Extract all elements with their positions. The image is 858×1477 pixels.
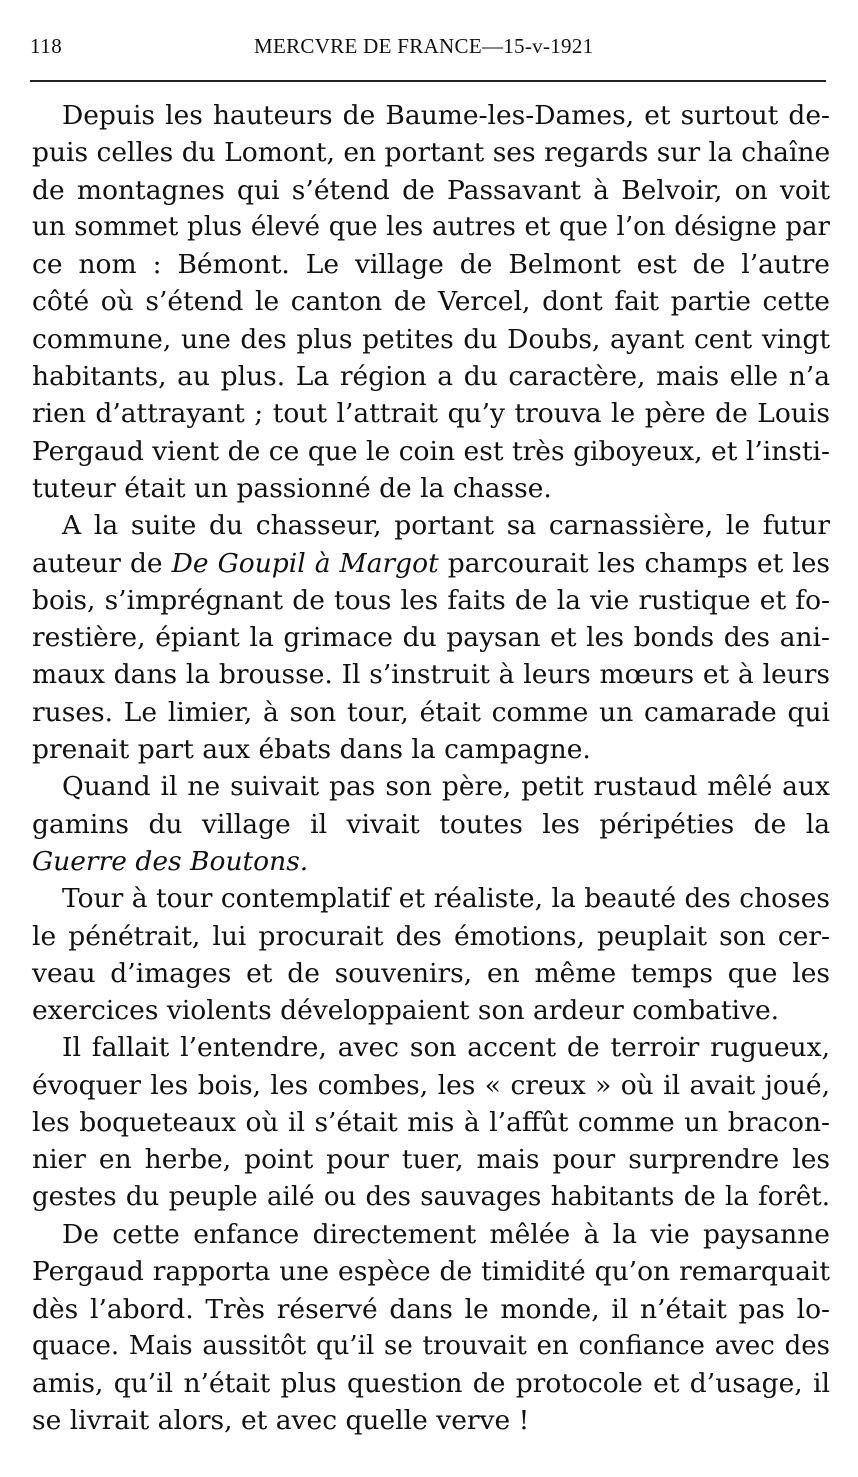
text-line: ruses. Le limier, à son tour, était comme un camarade qui xyxy=(32,696,830,728)
text-line: habitants, au plus. La région a du caractère, mais elle n’a xyxy=(32,361,830,393)
text-line: gestes du peuple ailé ou des sauvages habitants de la forêt. xyxy=(32,1181,830,1212)
text-line: puis celles du Lomont, en portant ses regards sur la chaîne xyxy=(32,137,831,169)
text-line: maux dans la brousse. Il s’instruit à leurs mœurs et à leurs xyxy=(32,659,830,691)
text-fragment: parcourait les champs et les xyxy=(438,547,830,579)
text-line: côté où s’étend le canton de Vercel, dont fait partie cette xyxy=(32,286,830,318)
text-line: restière, épiant la grimace du paysan et les bonds des ani- xyxy=(32,622,830,654)
text-line: Il fallait l’entendre, avec son accent de terroir rugueux, xyxy=(62,1032,830,1064)
text-line: se livrait alors, et avec quelle verve ! xyxy=(32,1405,530,1437)
book-title: Guerre des Boutons. xyxy=(32,845,309,877)
text-line: rien d’attrayant ; tout l’attrait qu’y trouva le père de Louis xyxy=(32,398,830,430)
paragraph-5 xyxy=(32,1029,830,1215)
text-line: exercices violents développaient son ardeur combative. xyxy=(32,995,780,1027)
header-rule xyxy=(30,80,826,82)
running-title: MERCVRE DE FRANCE—15-v-1921 xyxy=(254,34,594,58)
text-line: le pénétrait, lui procurait des émotions, peuplait son cer- xyxy=(32,920,830,952)
page-number: 118 xyxy=(30,34,63,58)
text-line: gamins du village il vivait toutes les péripéties de la xyxy=(32,808,830,840)
text-line: commune, une des plus petites du Doubs, ayant cent vingt xyxy=(32,323,830,355)
paragraph-6 xyxy=(32,1216,830,1440)
paragraph-4 xyxy=(32,880,830,1029)
text-line: Pergaud vient de ce que le coin est très giboyeux, et l’insti- xyxy=(32,435,830,467)
text-line: Depuis les hauteurs de Baume-les-Dames, et surtout de- xyxy=(62,100,830,131)
text-line: un sommet plus élevé que les autres et que l’on désigne par xyxy=(32,211,830,242)
text-line-with-title xyxy=(32,545,830,582)
text-line: nier en herbe, point pour tuer, mais pour surprendre les xyxy=(32,1144,830,1176)
text-line: dès l’abord. Très réservé dans le monde, il n’était pas lo- xyxy=(32,1293,830,1325)
text-line: amis, qu’il n’était plus question de protocole et d’usage, il xyxy=(32,1368,830,1400)
paragraph-2 xyxy=(32,507,830,768)
text-line: A la suite du chasseur, portant sa carnassière, le futur xyxy=(62,510,830,542)
paragraph-3 xyxy=(32,768,830,880)
text-line: Tour à tour contemplatif et réaliste, la beauté des choses xyxy=(62,883,830,915)
body-text xyxy=(32,97,830,1440)
text-line: Pergaud rapporta une espèce de timidité qu’on remarquait xyxy=(32,1256,830,1288)
paragraph-1 xyxy=(32,97,830,507)
text-line: bois, s’imprégnant de tous les faits de la vie rustique et fo- xyxy=(32,584,830,616)
text-line: veau d’images et de souvenirs, en même temps que les xyxy=(32,957,830,989)
book-title: De Goupil à Margot xyxy=(171,547,439,579)
text-line: de montagnes qui s’étend de Passavant à Belvoir, on voit xyxy=(32,174,830,206)
text-line: Quand il ne suivait pas son père, petit rustaud mêlé aux xyxy=(62,771,830,803)
text-line: les boqueteaux où il s’était mis à l’affût comme un bracon- xyxy=(32,1107,830,1139)
text-fragment: auteur de xyxy=(32,547,172,579)
text-line: tuteur était un passionné de la chasse. xyxy=(32,472,552,504)
text-line: quace. Mais aussitôt qu’il se trouvait en confiance avec des xyxy=(32,1330,830,1361)
running-head xyxy=(30,32,830,66)
text-line: prenait part aux ébats dans la campagne. xyxy=(32,734,591,766)
text-line: De cette enfance directement mêlée à la vie paysanne xyxy=(62,1218,830,1250)
text-line: ce nom : Bémont. Le village de Belmont est de l’autre xyxy=(32,249,830,281)
text-line: évoquer les bois, les combes, les « creux » où il avait joué, xyxy=(32,1069,830,1101)
